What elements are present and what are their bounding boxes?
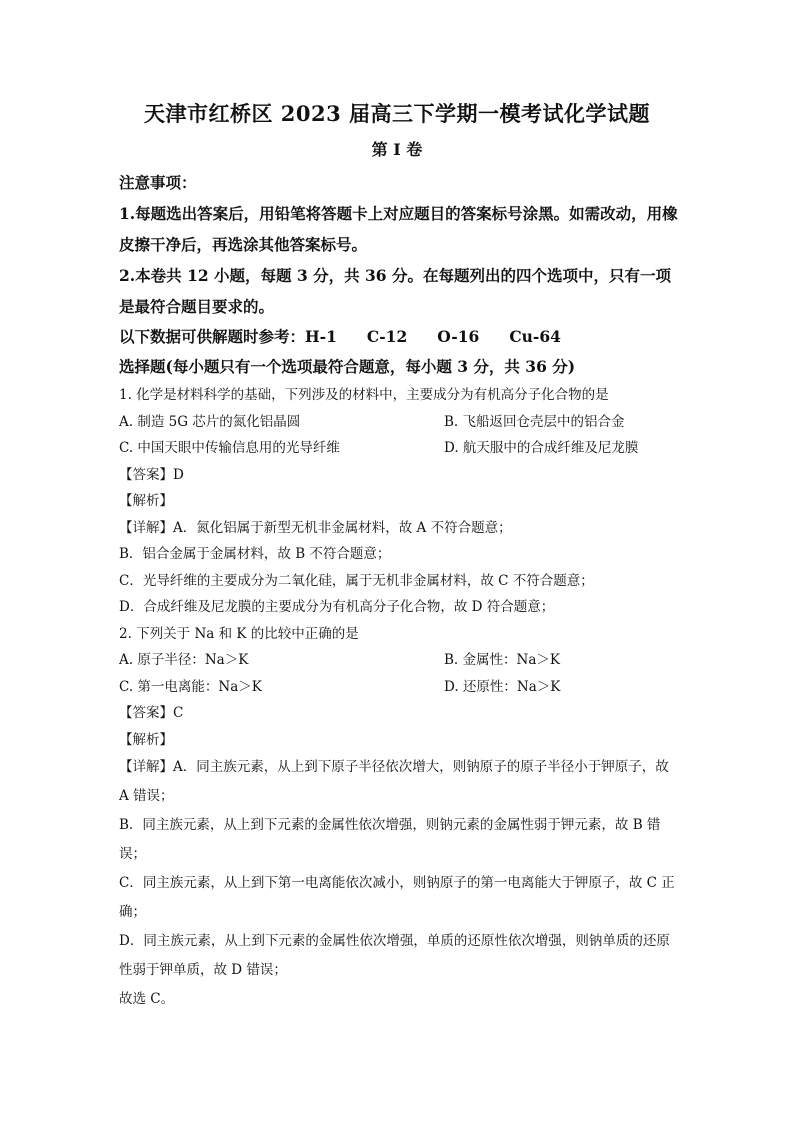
reference-item: H-1 — [305, 327, 337, 346]
question-1-stem: 1. 化学是材料科学的基础，下列涉及的材料中，主要成分为有机高分子化合物的是 — [119, 387, 609, 403]
question-1-options-row — [119, 409, 679, 436]
option-b: B. 金属性：Na＞K — [444, 652, 560, 668]
question-2-analysis-label: 【解析】 — [119, 731, 173, 748]
document-body — [119, 168, 679, 1014]
question-2-options-row — [119, 647, 679, 674]
question-2-stem: 2. 下列关于 Na 和 K 的比较中正确的是 — [119, 625, 359, 642]
reference-data — [119, 322, 679, 352]
question-2-answer: 【答案】C — [119, 705, 184, 721]
question-2-detail: 【详解】A．同主族元素，从上到下原子半径依次增大，则钠原子的原子半径小于钾原子，故 A 错误； — [119, 759, 669, 804]
section-heading: 选择题(每小题只有一个选项最符合题意，每小题 3 分，共 36 分) — [119, 357, 576, 376]
option-c: C. 中国天眼中传输信息用的光导纤维 — [119, 440, 340, 456]
page-title: 天津市红桥区 2023 届高三下学期一模考试化学试题 — [143, 101, 651, 126]
reference-item: C-12 — [366, 327, 408, 346]
option-c: C. 第一电离能：Na＞K — [119, 678, 262, 695]
question-1-detail: B．铝合金属于金属材料，故 B 不符合题意； — [119, 546, 391, 562]
option-d: D. 还原性：Na＞K — [444, 678, 561, 695]
question-1-detail: C．光导纤维的主要成分为二氧化硅，属于无机非金属材料，故 C 不符合题意； — [119, 572, 594, 589]
question-2-conclusion: 故选 C。 — [119, 991, 175, 1007]
question-1-detail: 【详解】A．氮化铝属于新型无机非金属材料，故 A 不符合题意； — [119, 519, 512, 536]
reference-item: O-16 — [437, 327, 480, 346]
question-1-analysis-label: 【解析】 — [119, 493, 173, 509]
volume-heading: 第 I 卷 — [371, 140, 423, 159]
option-d: D. 航天服中的合成纤维及尼龙膜 — [444, 440, 639, 456]
notes-heading: 注意事项： — [119, 173, 197, 192]
question-2-detail: D．同主族元素，从上到下元素的金属性依次增强，单质的还原性依次增强，则钠单质的还原性弱于钾单质，故 D 错误； — [119, 933, 670, 978]
option-a: A. 原子半径：Na＞K — [119, 652, 249, 668]
note-item-2: 2.本卷共 12 小题，每题 3 分，共 36 分。在每题列出的四个选项中，只有一项是最符合题目要求的。 — [119, 266, 671, 316]
option-a: A. 制造 5G 芯片的氮化铝晶圆 — [119, 413, 301, 430]
note-item-1: 1.每题选出答案后，用铅笔将答题卡上对应题目的答案标号涂黑。如需改动，用橡皮擦干净后，再选涂其他答案标号。 — [119, 204, 678, 254]
question-2-detail: B．同主族元素，从上到下元素的金属性依次增强，则钠元素的金属性弱于钾元素，故 B 错误； — [119, 817, 661, 862]
question-2-detail: C．同主族元素，从上到下第一电离能依次减小，则钠原子的第一电离能大于钾原子，故 C 正确； — [119, 875, 675, 920]
question-1-options-row — [119, 435, 679, 462]
question-1-detail: D．合成纤维及尼龙膜的主要成分为有机高分子化合物，故 D 符合题意； — [119, 599, 555, 615]
question-2-options-row — [119, 674, 679, 701]
question-1-answer: 【答案】D — [119, 466, 184, 483]
reference-label: 以下数据可供解题时参考： — [119, 327, 306, 346]
reference-item: Cu-64 — [509, 327, 561, 346]
option-b: B. 飞船返回仓壳层中的铝合金 — [444, 413, 625, 430]
